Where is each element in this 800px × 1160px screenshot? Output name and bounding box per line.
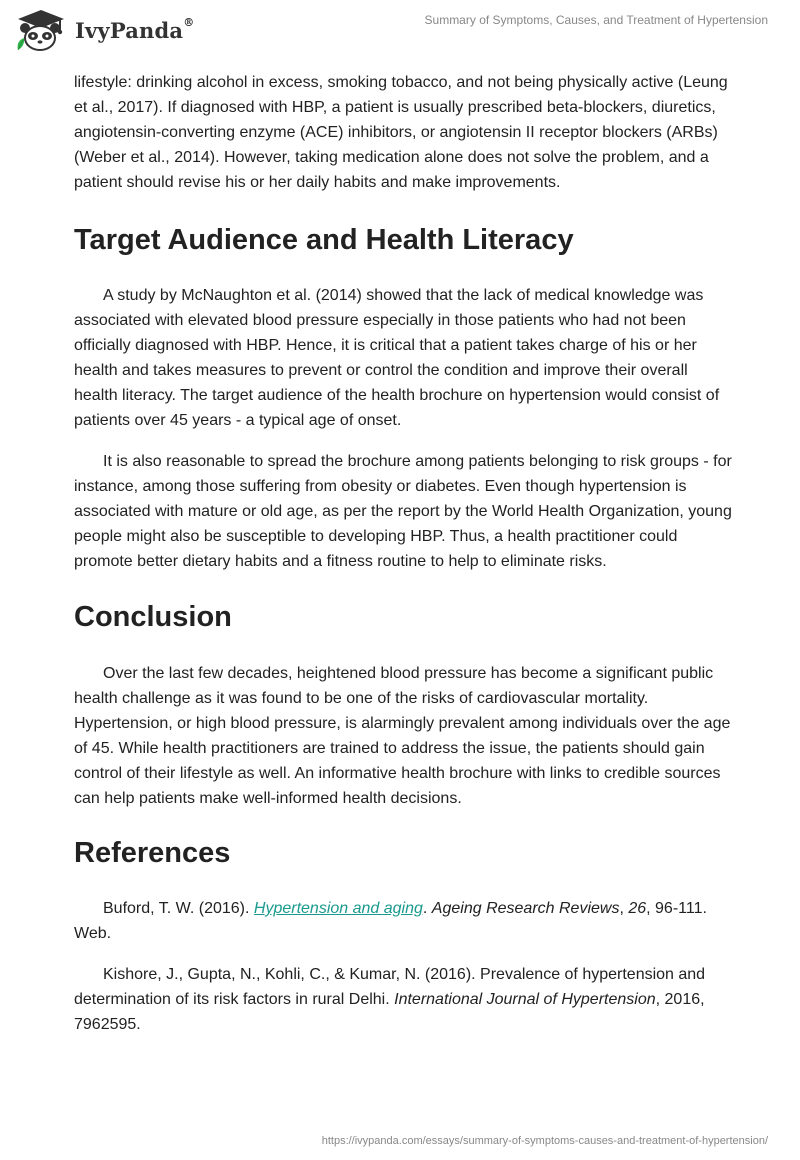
reference-link[interactable]: Hypertension and aging [253, 900, 423, 917]
journal-volume: 26 [628, 900, 647, 917]
reference-item: Kishore, J., Gupta, N., Kohli, C., & Kumar, N. (2016). Prevalence of hypertension and determination of its risk factors in rural Delhi. International Journal of Hypertension, 2016, 7962595. [74, 966, 706, 1033]
brand-name: IvyPanda® [75, 15, 195, 43]
page-header [0, 0, 800, 70]
source-url[interactable]: https://ivypanda.com/essays/summary-of-symptoms-causes-and-treatment-of-hypertension/ [321, 1135, 768, 1147]
reference-item: Buford, T. W. (2016). Hypertension and aging. Ageing Research Reviews, 26, 96-111. Web. [74, 900, 707, 942]
ivypanda-logo[interactable] [12, 8, 194, 52]
section-heading-audience: Target Audience and Health Literacy [74, 224, 574, 256]
audience-paragraph-2: It is also reasonable to spread the brochure among patients belonging to risk groups - for instance, among those suffering from obesity or diabetes. Even though hypertension is associated with mature or old age, as per the report by the World Health Organization, young people might also be susceptible to developing HBP. Thus, a health practitioner could promote better dietary habits and a fitness routine to help to eliminate risks. [74, 453, 732, 570]
running-title: Summary of Symptoms, Causes, and Treatment of Hypertension [424, 13, 768, 27]
panda-graduate-icon [12, 8, 70, 52]
essay-content [74, 70, 734, 1037]
intro-paragraph: lifestyle: drinking alcohol in excess, smoking tobacco, and not being physically active (Leung et al., 2017). If diagnosed with HBP, a patient is usually prescribed beta-blockers, diuretics, angiotensin-converting enzyme (ACE) inhibitors, or angiotensin II receptor blockers (ARBs) (Weber et al., 2014). However, taking medication alone does not solve the problem, and a patient should revise his or her daily habits and make improvements. [74, 74, 728, 191]
section-heading-references: References [74, 837, 231, 869]
registered-mark: ® [183, 15, 195, 29]
section-heading-conclusion: Conclusion [74, 601, 232, 633]
journal-title: International Journal of Hypertension [394, 991, 656, 1008]
audience-paragraph-1: A study by McNaughton et al. (2014) showed that the lack of medical knowledge was associated with elevated blood pressure especially in those patients who had not been officially diagnosed with HBP. Hence, it is critical that a patient takes charge of his or her health and takes measures to prevent or control the condition and improve their overall health literacy. The target audience of the health brochure on hypertension would consist of patients over 45 years - a typical age of onset. [74, 287, 720, 429]
journal-title: Ageing Research Reviews [431, 900, 620, 917]
conclusion-paragraph: Over the last few decades, heightened blood pressure has become a significant public health challenge as it was found to be one of the risks of cardiovascular mortality. Hypertension, or high blood pressure, is alarmingly prevalent among individuals over the age of 45. While health practitioners are trained to address the issue, the patients should gain control of their lifestyle as well. An informative health brochure with links to credible sources can help patients make well-informed health decisions. [74, 665, 731, 807]
